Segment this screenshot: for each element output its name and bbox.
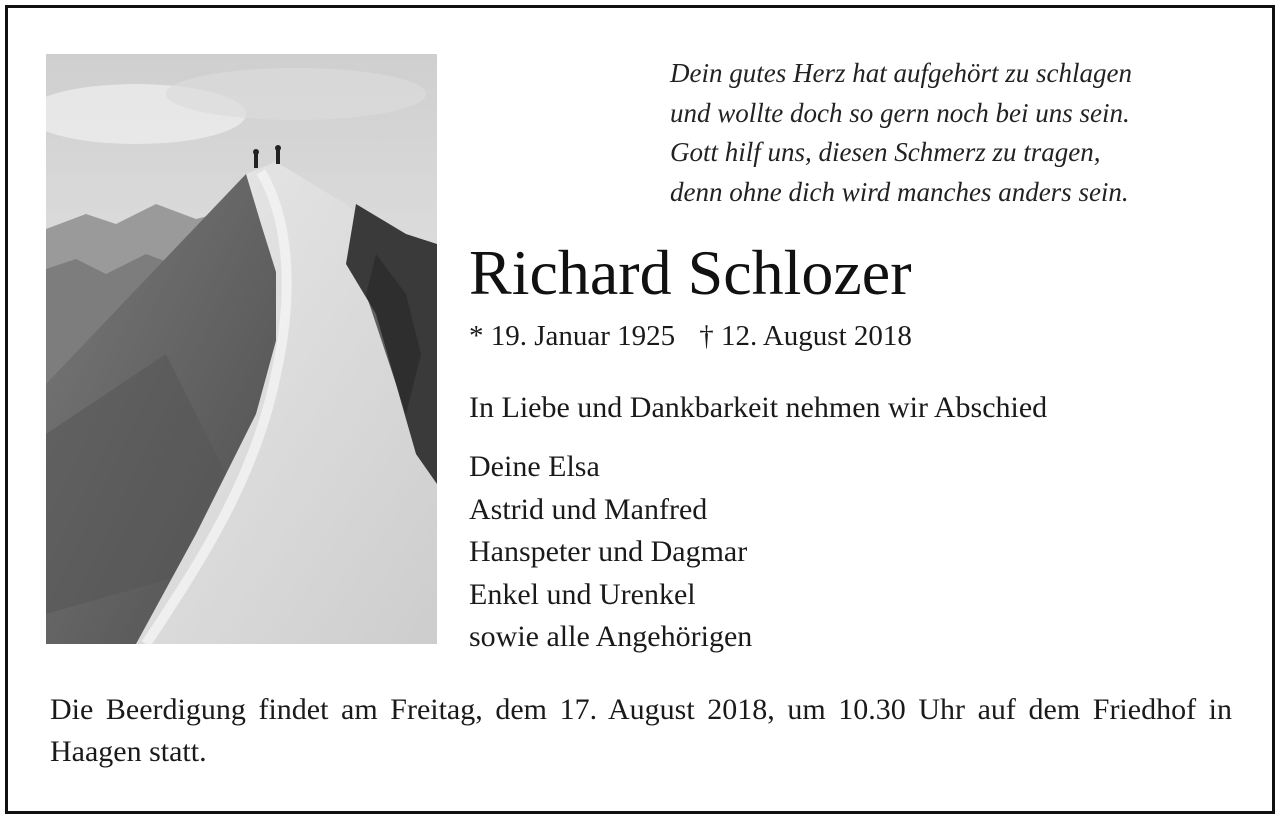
mourner: Hanspeter und Dagmar [469, 535, 748, 568]
mourner: sowie alle Angehörigen [469, 620, 753, 653]
poem [670, 54, 1240, 212]
deceased-name: Richard Schlozer [469, 237, 912, 308]
mourner: Deine Elsa [469, 450, 600, 483]
funeral-notice: Die Beerdigung findet am Freitag, dem 17. August 2018, um 10.30 Uhr auf dem Friedhof in Haagen statt. [50, 693, 1232, 768]
mourner: Astrid und Manfred [469, 492, 708, 526]
birth-date: * 19. Januar 1925 [469, 320, 676, 352]
mourner: Enkel und Urenkel [469, 577, 696, 611]
poem-line: Gott hilf uns, diesen Schmerz zu tragen, [670, 137, 1101, 167]
poem-line: Dein gutes Herz hat aufgehört zu schlagen [670, 58, 1132, 88]
poem-line: denn ohne dich wird manches anders sein. [670, 176, 1129, 207]
life-dates [469, 318, 912, 354]
mountain-ridge-photo [46, 54, 437, 644]
death-date: † 12. August 2018 [699, 320, 912, 352]
mourners-list [469, 446, 752, 659]
farewell-text: In Liebe und Dankbarkeit nehmen wir Abschied [469, 391, 1048, 424]
poem-line: und wollte doch so gern noch bei uns sein. [670, 97, 1130, 128]
